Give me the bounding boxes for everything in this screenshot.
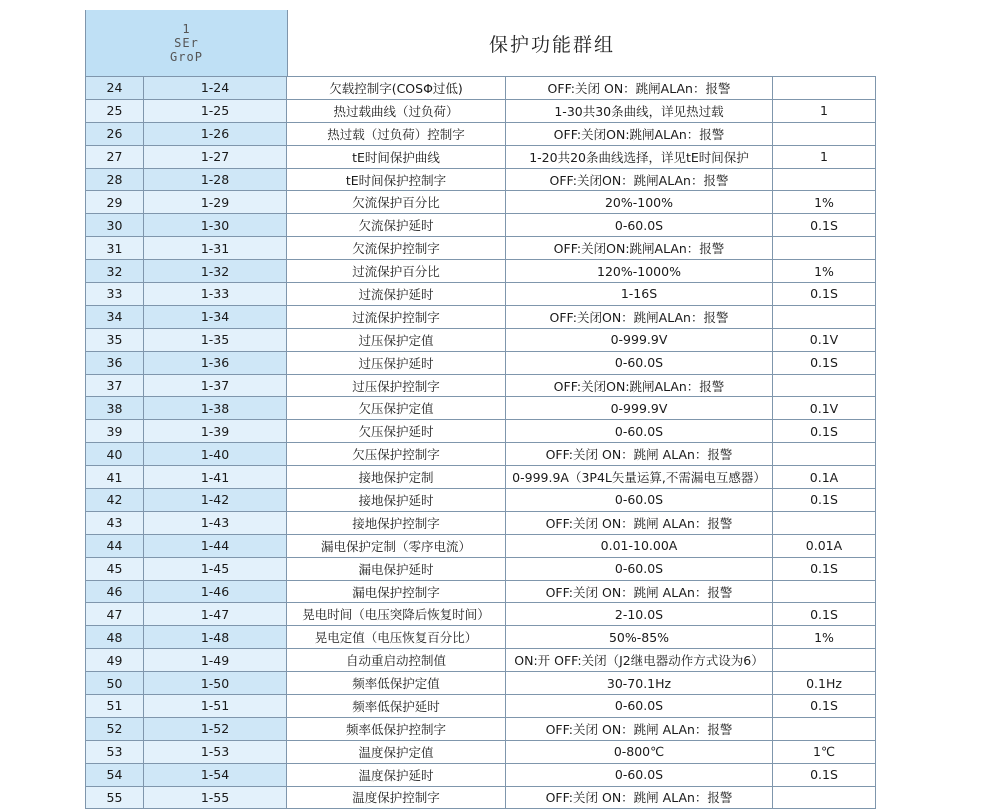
table-row — [86, 419, 876, 442]
table-row — [86, 351, 876, 374]
setting-range-cell: OFF:关闭 ON：跳闸 ALAn：报警 — [506, 787, 773, 808]
step-value-cell: 0.1S — [773, 283, 876, 305]
parameter-code-cell: 1-32 — [144, 260, 287, 282]
setting-range-cell: OFF:关闭ON：跳闸ALAn：报警 — [506, 169, 773, 191]
step-value-cell: 0.1V — [773, 329, 876, 351]
parameter-code-cell: 1-49 — [144, 649, 287, 671]
table-row — [86, 625, 876, 648]
row-number-cell: 26 — [86, 123, 144, 145]
step-value-cell: 1% — [773, 260, 876, 282]
row-number-cell: 51 — [86, 695, 144, 717]
parameter-name-cell: 欠流保护控制字 — [287, 237, 506, 259]
step-value-cell — [773, 306, 876, 328]
row-number-cell: 32 — [86, 260, 144, 282]
table-row — [86, 488, 876, 511]
step-value-cell: 0.1S — [773, 214, 876, 236]
row-number-cell: 50 — [86, 672, 144, 694]
table-row — [86, 213, 876, 236]
table-row — [86, 190, 876, 213]
row-number-cell: 55 — [86, 787, 144, 808]
parameter-code-cell: 1-26 — [144, 123, 287, 145]
step-value-cell: 0.1S — [773, 352, 876, 374]
step-value-cell: 0.1Hz — [773, 672, 876, 694]
table-row — [86, 145, 876, 168]
table-row — [86, 442, 876, 465]
parameter-name-cell: 晃电定值（电压恢复百分比） — [287, 626, 506, 648]
setting-range-cell: 20%-100% — [506, 191, 773, 213]
table-row — [86, 122, 876, 145]
setting-range-cell: 0-60.0S — [506, 695, 773, 717]
parameter-name-cell: 频率低保护延时 — [287, 695, 506, 717]
table-row — [86, 740, 876, 763]
row-number-cell: 33 — [86, 283, 144, 305]
row-number-cell: 52 — [86, 718, 144, 740]
setting-range-cell: 0-60.0S — [506, 420, 773, 442]
table-row — [86, 511, 876, 534]
setting-range-cell: 0-999.9V — [506, 329, 773, 351]
parameter-name-cell: 过压保护定值 — [287, 329, 506, 351]
parameter-name-cell: 欠载控制字(COSΦ过低) — [287, 77, 506, 99]
row-number-cell: 27 — [86, 146, 144, 168]
parameter-code-cell: 1-47 — [144, 603, 287, 625]
parameter-code-cell: 1-46 — [144, 581, 287, 603]
row-number-cell: 41 — [86, 466, 144, 488]
setting-range-cell: 2-10.0S — [506, 603, 773, 625]
setting-range-cell: OFF:关闭 ON：跳闸 ALAn：报警 — [506, 512, 773, 534]
parameter-code-cell: 1-29 — [144, 191, 287, 213]
row-number-cell: 36 — [86, 352, 144, 374]
setting-range-cell: 30-70.1Hz — [506, 672, 773, 694]
parameter-name-cell: 热过载曲线（过负荷） — [287, 100, 506, 122]
parameter-code-cell: 1-25 — [144, 100, 287, 122]
parameter-code-cell: 1-43 — [144, 512, 287, 534]
table-row — [86, 763, 876, 786]
setting-range-cell: OFF:关闭ON:跳闸ALAn：报警 — [506, 237, 773, 259]
parameter-name-cell: 过压保护延时 — [287, 352, 506, 374]
table-row — [86, 99, 876, 122]
table-row — [86, 168, 876, 191]
group-line-2: SEr — [174, 36, 199, 50]
parameter-code-cell: 1-34 — [144, 306, 287, 328]
step-value-cell: 0.01A — [773, 535, 876, 557]
step-value-cell: 0.1S — [773, 558, 876, 580]
row-number-cell: 42 — [86, 489, 144, 511]
row-number-cell: 40 — [86, 443, 144, 465]
parameter-name-cell: 温度保护定值 — [287, 741, 506, 763]
parameter-name-cell: 晃电时间（电压突降后恢复时间） — [287, 603, 506, 625]
table-row — [86, 259, 876, 282]
parameter-code-cell: 1-52 — [144, 718, 287, 740]
row-number-cell: 46 — [86, 581, 144, 603]
row-number-cell: 28 — [86, 169, 144, 191]
setting-range-cell: OFF:关闭 ON：跳闸 ALAn：报警 — [506, 581, 773, 603]
setting-range-cell: 0-60.0S — [506, 558, 773, 580]
parameter-code-cell: 1-24 — [144, 77, 287, 99]
table-row — [86, 328, 876, 351]
parameter-code-cell: 1-50 — [144, 672, 287, 694]
parameter-name-cell: 过压保护控制字 — [287, 375, 506, 397]
group-code-display — [86, 10, 288, 76]
step-value-cell — [773, 787, 876, 808]
parameter-name-cell: tE时间保护曲线 — [287, 146, 506, 168]
table-row — [86, 396, 876, 419]
parameter-code-cell: 1-27 — [144, 146, 287, 168]
parameter-name-cell: 漏电保护延时 — [287, 558, 506, 580]
table-row — [86, 648, 876, 671]
parameter-name-cell: 过流保护百分比 — [287, 260, 506, 282]
table-row — [86, 534, 876, 557]
step-value-cell: 0.1V — [773, 397, 876, 419]
table-row — [86, 236, 876, 259]
step-value-cell: 0.1S — [773, 489, 876, 511]
setting-range-cell: ON:开 OFF:关闭（J2继电器动作方式设为6） — [506, 649, 773, 671]
parameter-code-cell: 1-40 — [144, 443, 287, 465]
setting-range-cell: 0-60.0S — [506, 214, 773, 236]
parameter-code-cell: 1-41 — [144, 466, 287, 488]
setting-range-cell: OFF:关闭ON：跳闸ALAn：报警 — [506, 306, 773, 328]
step-value-cell: 0.1S — [773, 695, 876, 717]
table-row — [86, 671, 876, 694]
step-value-cell: 1 — [773, 146, 876, 168]
parameter-code-cell: 1-44 — [144, 535, 287, 557]
setting-range-cell: 120%-1000% — [506, 260, 773, 282]
parameter-name-cell: 接地保护控制字 — [287, 512, 506, 534]
row-number-cell: 43 — [86, 512, 144, 534]
step-value-cell: 0.1S — [773, 764, 876, 786]
parameter-code-cell: 1-51 — [144, 695, 287, 717]
parameter-code-cell: 1-39 — [144, 420, 287, 442]
row-number-cell: 30 — [86, 214, 144, 236]
step-value-cell — [773, 237, 876, 259]
row-number-cell: 37 — [86, 375, 144, 397]
parameter-code-cell: 1-42 — [144, 489, 287, 511]
setting-range-cell: OFF:关闭 ON：跳闸 ALAn：报警 — [506, 443, 773, 465]
parameter-name-cell: 自动重启动控制值 — [287, 649, 506, 671]
parameter-code-cell: 1-37 — [144, 375, 287, 397]
parameter-code-cell: 1-48 — [144, 626, 287, 648]
setting-range-cell: OFF:关闭 ON：跳闸ALAn：报警 — [506, 77, 773, 99]
setting-range-cell: 0-999.9V — [506, 397, 773, 419]
parameter-name-cell: 接地保护定制 — [287, 466, 506, 488]
row-number-cell: 24 — [86, 77, 144, 99]
setting-range-cell: 1-16S — [506, 283, 773, 305]
row-number-cell: 31 — [86, 237, 144, 259]
parameter-name-cell: 欠流保护百分比 — [287, 191, 506, 213]
group-line-1: 1 — [182, 22, 191, 36]
step-value-cell: 1% — [773, 191, 876, 213]
setting-range-cell: 0.01-10.00A — [506, 535, 773, 557]
setting-range-cell: OFF:关闭 ON：跳闸 ALAn：报警 — [506, 718, 773, 740]
table-title: 保护功能群组 — [488, 33, 615, 56]
parameter-name-cell: 温度保护控制字 — [287, 787, 506, 808]
parameter-name-cell: 频率低保护定值 — [287, 672, 506, 694]
table-row — [86, 465, 876, 488]
step-value-cell — [773, 718, 876, 740]
row-number-cell: 49 — [86, 649, 144, 671]
parameter-name-cell: tE时间保护控制字 — [287, 169, 506, 191]
setting-range-cell: 0-60.0S — [506, 764, 773, 786]
parameter-code-cell: 1-54 — [144, 764, 287, 786]
setting-range-cell: 0-60.0S — [506, 489, 773, 511]
step-value-cell: 0.1S — [773, 603, 876, 625]
parameter-name-cell: 漏电保护控制字 — [287, 581, 506, 603]
row-number-cell: 47 — [86, 603, 144, 625]
setting-range-cell: 1-30共30条曲线，详见热过载 — [506, 100, 773, 122]
step-value-cell — [773, 77, 876, 99]
setting-range-cell: 1-20共20条曲线选择，详见tE时间保护 — [506, 146, 773, 168]
setting-range-cell: OFF:关闭ON:跳闸ALAn：报警 — [506, 123, 773, 145]
table-row — [86, 374, 876, 397]
row-number-cell: 34 — [86, 306, 144, 328]
parameter-name-cell: 漏电保护定制（零序电流） — [287, 535, 506, 557]
parameter-code-cell: 1-35 — [144, 329, 287, 351]
step-value-cell — [773, 512, 876, 534]
table-body — [86, 76, 876, 809]
parameter-name-cell: 欠压保护延时 — [287, 420, 506, 442]
parameter-code-cell: 1-33 — [144, 283, 287, 305]
parameter-name-cell: 热过载（过负荷）控制字 — [287, 123, 506, 145]
parameter-code-cell: 1-53 — [144, 741, 287, 763]
step-value-cell: 1℃ — [773, 741, 876, 763]
parameter-name-cell: 频率低保护控制字 — [287, 718, 506, 740]
parameter-name-cell: 接地保护延时 — [287, 489, 506, 511]
step-value-cell — [773, 123, 876, 145]
table-row — [86, 305, 876, 328]
step-value-cell: 1 — [773, 100, 876, 122]
step-value-cell — [773, 443, 876, 465]
table-row — [86, 76, 876, 99]
row-number-cell: 44 — [86, 535, 144, 557]
table-row — [86, 602, 876, 625]
table-row — [86, 557, 876, 580]
setting-range-cell: 50%-85% — [506, 626, 773, 648]
step-value-cell — [773, 375, 876, 397]
parameter-code-cell: 1-38 — [144, 397, 287, 419]
row-number-cell: 35 — [86, 329, 144, 351]
row-number-cell: 39 — [86, 420, 144, 442]
row-number-cell: 48 — [86, 626, 144, 648]
parameter-name-cell: 欠压保护控制字 — [287, 443, 506, 465]
parameter-name-cell: 温度保护延时 — [287, 764, 506, 786]
table-row — [86, 282, 876, 305]
parameter-name-cell: 过流保护控制字 — [287, 306, 506, 328]
row-number-cell: 29 — [86, 191, 144, 213]
step-value-cell: 1% — [773, 626, 876, 648]
row-number-cell: 25 — [86, 100, 144, 122]
table-row — [86, 786, 876, 809]
step-value-cell: 0.1S — [773, 420, 876, 442]
parameter-name-cell: 欠流保护延时 — [287, 214, 506, 236]
parameter-code-cell: 1-55 — [144, 787, 287, 808]
setting-range-cell: 0-60.0S — [506, 352, 773, 374]
parameter-code-cell: 1-45 — [144, 558, 287, 580]
row-number-cell: 38 — [86, 397, 144, 419]
row-number-cell: 45 — [86, 558, 144, 580]
step-value-cell: 0.1A — [773, 466, 876, 488]
setting-range-cell: OFF:关闭ON:跳闸ALAn：报警 — [506, 375, 773, 397]
parameter-name-cell: 欠压保护定值 — [287, 397, 506, 419]
parameter-code-cell: 1-28 — [144, 169, 287, 191]
step-value-cell — [773, 581, 876, 603]
table-row — [86, 694, 876, 717]
setting-range-cell: 0-800℃ — [506, 741, 773, 763]
step-value-cell — [773, 169, 876, 191]
parameter-code-cell: 1-31 — [144, 237, 287, 259]
parameter-name-cell: 过流保护延时 — [287, 283, 506, 305]
protection-parameter-table — [85, 10, 876, 809]
step-value-cell — [773, 649, 876, 671]
table-header — [86, 10, 876, 76]
row-number-cell: 53 — [86, 741, 144, 763]
table-row — [86, 580, 876, 603]
group-line-3: GroP — [170, 50, 203, 64]
setting-range-cell: 0-999.9A（3P4L矢量运算,不需漏电互感器） — [506, 466, 773, 488]
parameter-code-cell: 1-30 — [144, 214, 287, 236]
parameter-code-cell: 1-36 — [144, 352, 287, 374]
table-row — [86, 717, 876, 740]
row-number-cell: 54 — [86, 764, 144, 786]
